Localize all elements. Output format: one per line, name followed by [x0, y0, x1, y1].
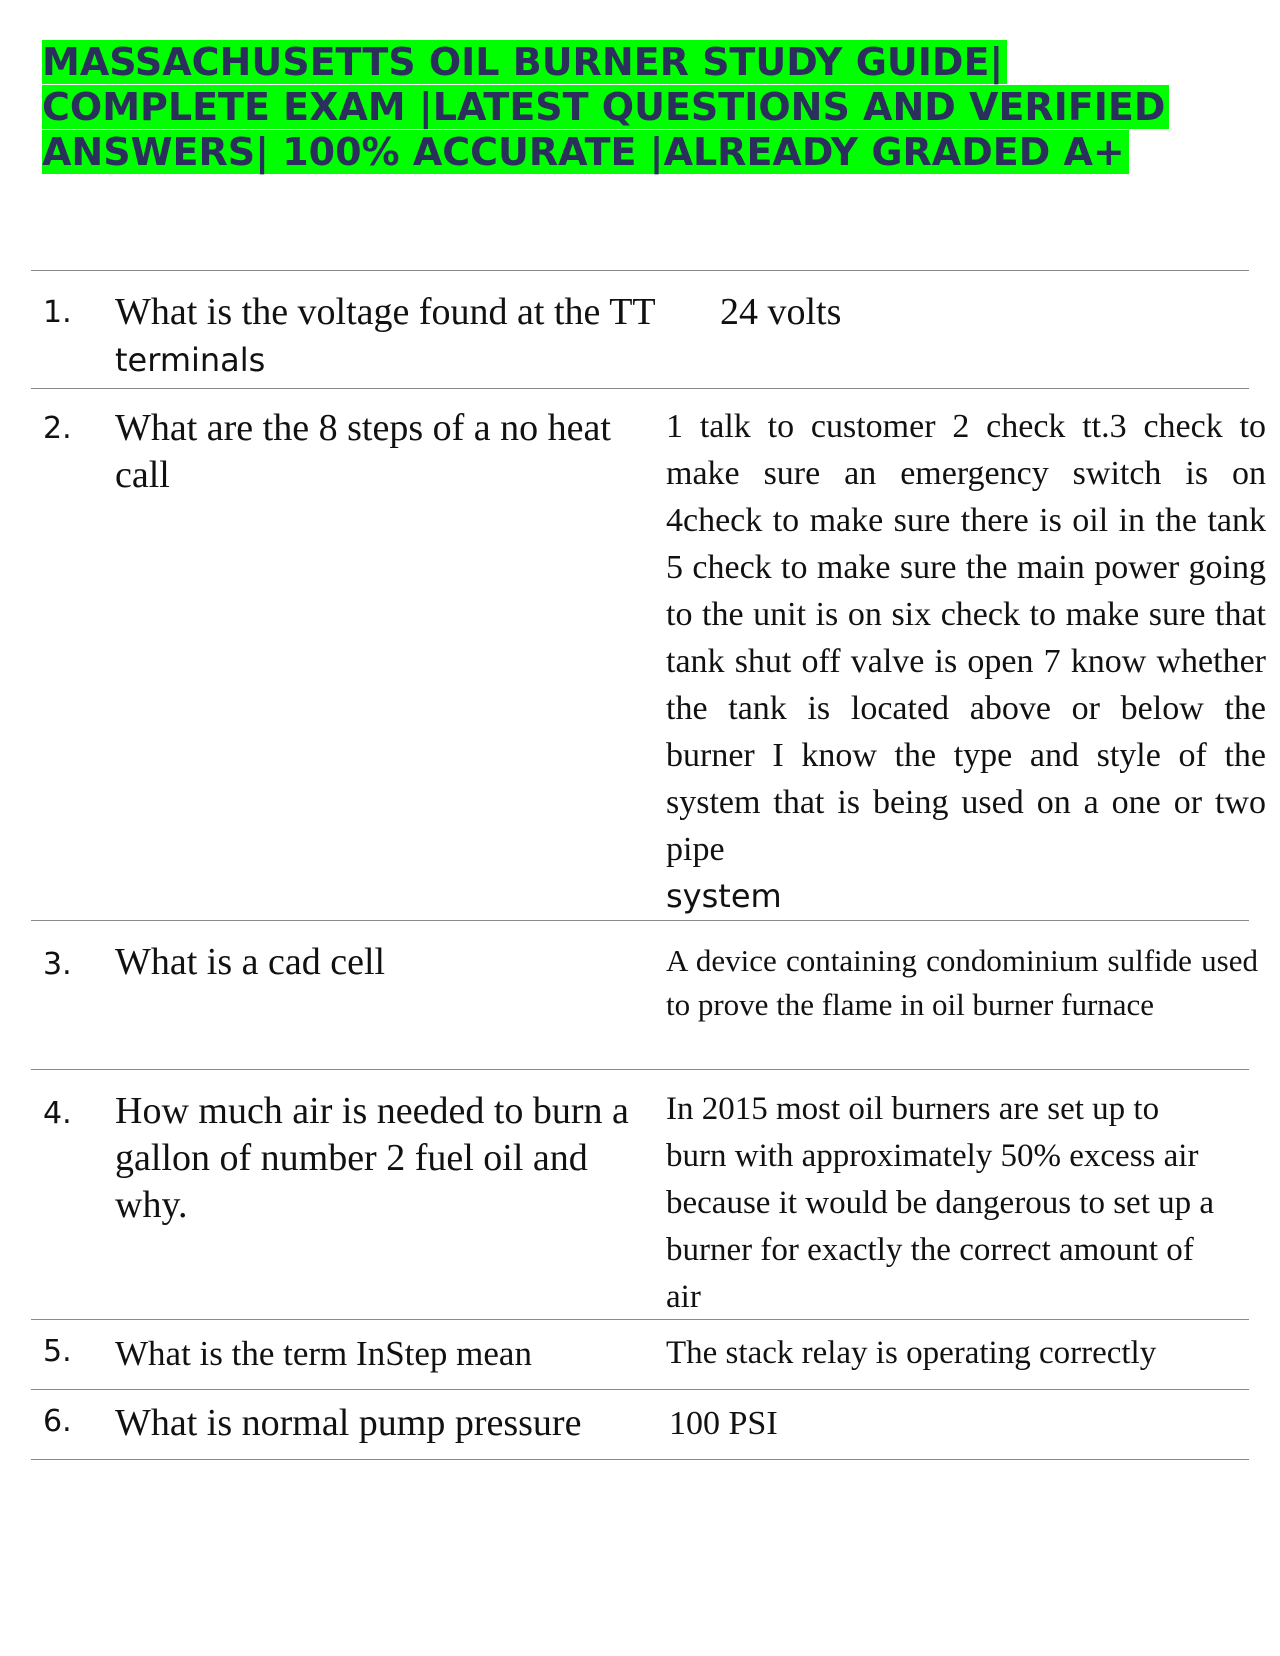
- title-line-1: MASSACHUSETTS OIL BURNER STUDY GUIDE|: [42, 40, 1242, 85]
- qa-row-2: [31, 388, 1266, 920]
- question-number: 2.: [43, 411, 72, 446]
- question-number: 3.: [43, 947, 72, 982]
- question-text: [115, 289, 675, 384]
- answer-text: [666, 403, 1266, 920]
- qa-row-6: [31, 1389, 1249, 1460]
- title-line-2: COMPLETE EXAM |LATEST QUESTIONS AND VERIFIED: [42, 85, 1242, 130]
- question-number: 1.: [43, 295, 72, 330]
- question-number: 4.: [43, 1096, 72, 1131]
- question-text: What is normal pump pressure: [115, 1402, 582, 1444]
- answer-text: 100 PSI: [669, 1405, 778, 1442]
- question-number: 6.: [43, 1404, 72, 1439]
- answer-text: 24 volts: [720, 291, 842, 333]
- qa-table: [31, 270, 1266, 1460]
- qa-row-4: [31, 1069, 1249, 1319]
- answer-text: In 2015 most oil burners are set up to burn with approximately 50% excess air because it would be dangerous to set up a burner for exactly the correct amount of air: [666, 1091, 1215, 1315]
- question-text: What is the term InStep mean: [115, 1334, 532, 1373]
- qa-row-3: [31, 920, 1258, 1069]
- answer-text: A device containing condominium sulfide used to prove the flame in oil burner furnace: [666, 943, 1258, 1022]
- title-line-3: ANSWERS| 100% ACCURATE |ALREADY GRADED A+: [42, 130, 1242, 175]
- question-text: What are the 8 steps of a no heat call: [115, 407, 611, 496]
- answer-text: The stack relay is operating correctly: [666, 1335, 1157, 1371]
- question-main: What is the voltage found at the TT: [115, 291, 656, 333]
- question-tail: terminals: [115, 341, 266, 379]
- question-text: How much air is needed to burn a gallon of number 2 fuel oil and why.: [115, 1090, 629, 1226]
- answer-main: 1 talk to customer 2 check tt.3 check to make sure an emergency switch is on 4check to make sure there is oil in the tank 5 check to make sure the main power going to the unit is on six check to make sure that tank shut off valve is open 7 know whether the tank is located above or below the burner I know the type and style of the system that is being used on a one or two pipe: [666, 408, 1266, 868]
- question-text: What is a cad cell: [115, 941, 386, 983]
- qa-row-1: [31, 270, 1249, 388]
- question-number: 5.: [43, 1334, 72, 1369]
- document-title: [42, 40, 1242, 175]
- answer-tail: system: [666, 877, 782, 915]
- qa-row-5: [31, 1319, 1249, 1389]
